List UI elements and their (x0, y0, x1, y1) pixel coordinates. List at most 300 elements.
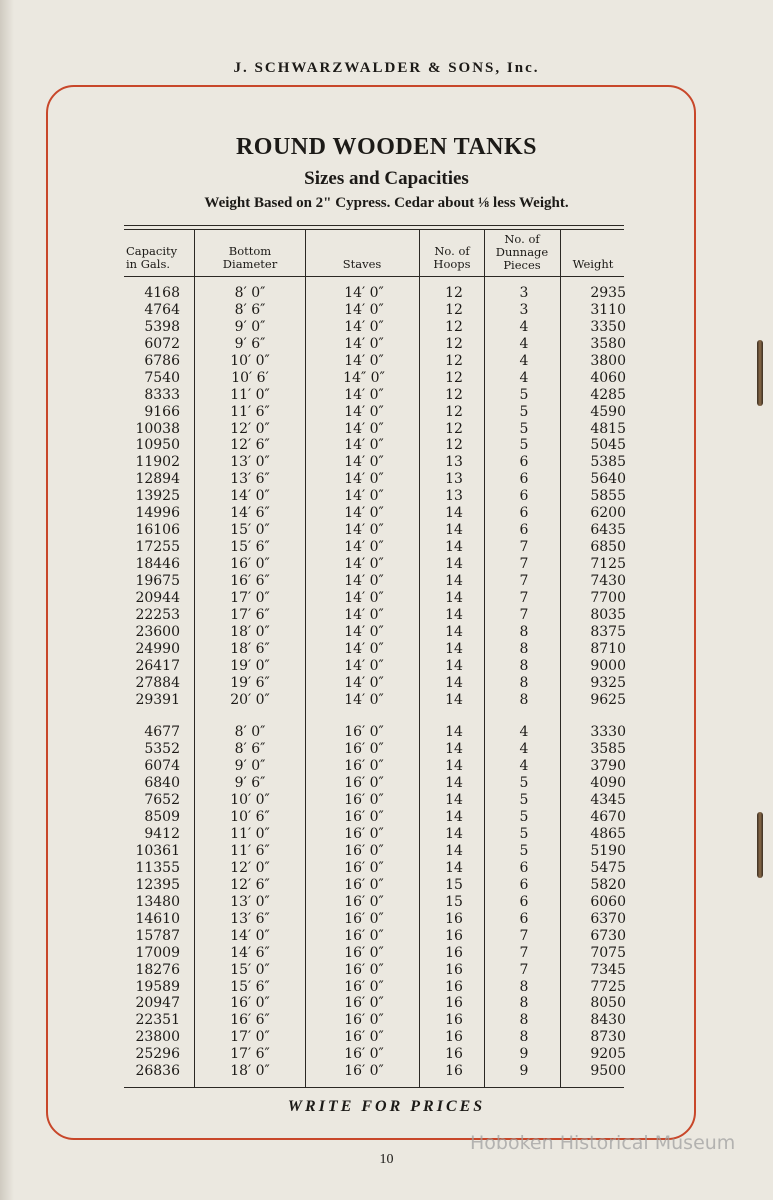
diameter-cell: 12′ 0″ (230, 420, 270, 437)
diameter-cell: 18′ 0″ (230, 623, 270, 640)
hoops-cell: 14 (445, 843, 463, 859)
hoops-cell: 14 (445, 657, 463, 674)
table-row (124, 792, 624, 809)
dunnage-cell: 7 (519, 539, 529, 556)
staves-cell: 16′ 0″ (344, 927, 384, 944)
table-row (124, 758, 624, 775)
hoops-cell: 12 (445, 285, 463, 301)
hoops-cell: 16 (445, 978, 463, 995)
dunnage-cell: 6 (519, 505, 529, 522)
diameter-cell: 16′ 6″ (230, 1012, 270, 1029)
header-staves: Staves (342, 257, 382, 271)
table-row (124, 285, 624, 302)
hoops-cell: 14 (445, 691, 463, 708)
dunnage-cell: 8 (519, 978, 529, 995)
dunnage-cell: 6 (519, 488, 529, 505)
staves-cell: 14′ 0″ (344, 488, 384, 505)
capacity-cell: 8509 (144, 809, 180, 826)
museum-watermark: Hoboken Historical Museum (470, 1132, 736, 1154)
diameter-cell: 9′ 0″ (234, 758, 266, 775)
write-for-prices: WRITE FOR PRICES (287, 1098, 486, 1115)
diameter-cell: 15′ 0″ (230, 961, 270, 978)
hoops-cell: 16 (445, 910, 463, 927)
table-row (124, 945, 624, 962)
hoops-cell: 13 (445, 454, 463, 471)
capacity-cell: 11355 (135, 859, 180, 876)
dunnage-cell: 4 (519, 369, 529, 386)
diameter-cell: 17′ 6″ (230, 1046, 270, 1063)
staves-cell: 16′ 0″ (344, 775, 384, 792)
weight-cell: 2935 (590, 285, 626, 301)
header-dunnage: No. of Dunnage Pieces (495, 232, 549, 272)
weight-cell: 9205 (590, 1046, 626, 1063)
table-row (124, 404, 624, 421)
diameter-cell: 13′ 6″ (230, 471, 270, 488)
dunnage-cell: 5 (519, 386, 529, 403)
dunnage-cell: 9 (519, 1046, 529, 1063)
weight-cell: 8710 (590, 640, 626, 657)
diameter-cell: 12′ 6″ (230, 876, 270, 893)
staves-cell: 16′ 0″ (344, 826, 384, 843)
staves-cell: 14′ 0″ (344, 318, 384, 335)
table-row (124, 741, 624, 758)
table-top-rule-2 (124, 229, 624, 230)
diameter-cell: 10′ 6″ (230, 809, 270, 826)
hoops-cell: 12 (445, 403, 463, 420)
weight-cell: 3110 (590, 301, 626, 318)
dunnage-cell: 8 (519, 1029, 529, 1046)
capacity-cell: 11902 (135, 454, 180, 471)
hoops-cell: 14 (445, 809, 463, 826)
capacity-cell: 17009 (135, 944, 180, 961)
capacity-cell: 20947 (135, 995, 180, 1012)
weight-cell: 5045 (590, 437, 626, 454)
page-title: ROUND WOODEN TANKS (235, 134, 538, 160)
diameter-cell: 11′ 6″ (230, 843, 270, 859)
dunnage-cell: 5 (519, 403, 529, 420)
staves-cell: 14′ 0″ (344, 606, 384, 623)
weight-cell: 9325 (590, 674, 626, 691)
capacity-cell: 6840 (144, 775, 180, 792)
capacity-cell: 18446 (135, 556, 180, 572)
hoops-cell: 16 (445, 961, 463, 978)
hoops-cell: 15 (445, 893, 463, 910)
table-row (124, 894, 624, 911)
table-row (124, 353, 624, 370)
capacity-cell: 27884 (135, 674, 180, 691)
table-row (124, 658, 624, 675)
page-subtitle: Sizes and Capacities (304, 168, 469, 189)
hoops-cell: 16 (445, 944, 463, 961)
diameter-cell: 9′ 0″ (234, 318, 266, 335)
table-row (124, 724, 624, 741)
hoops-cell: 14 (445, 572, 463, 589)
hoops-cell: 14 (445, 859, 463, 876)
table-row (124, 387, 624, 404)
dunnage-cell: 8 (519, 674, 529, 691)
staves-cell: 16′ 0″ (344, 741, 384, 758)
table-row (124, 826, 624, 843)
table-row (124, 319, 624, 336)
capacity-cell: 9412 (144, 826, 180, 843)
weight-cell: 4285 (590, 386, 626, 403)
dunnage-cell: 6 (519, 522, 529, 539)
staves-cell: 14′ 0″ (344, 471, 384, 488)
dunnage-cell: 4 (519, 352, 529, 369)
hoops-cell: 14 (445, 741, 463, 758)
diameter-cell: 11′ 0″ (230, 386, 270, 403)
dunnage-cell: 4 (519, 758, 529, 775)
table-row (124, 641, 624, 658)
weight-cell: 4865 (590, 826, 626, 843)
weight-cell: 9000 (590, 657, 626, 674)
capacity-cell: 4168 (144, 285, 180, 301)
hoops-cell: 14 (445, 792, 463, 809)
weight-cell: 4590 (590, 403, 626, 420)
diameter-cell: 14′ 6″ (230, 944, 270, 961)
diameter-cell: 9′ 6″ (234, 335, 266, 352)
weight-cell: 4090 (590, 775, 626, 792)
table-row (124, 962, 624, 979)
diameter-cell: 18′ 0″ (230, 1063, 270, 1080)
binding-staple-top (757, 340, 763, 406)
weight-cell: 4670 (590, 809, 626, 826)
table-row (124, 556, 624, 573)
diameter-cell: 14′ 0″ (230, 488, 270, 505)
table-row (124, 454, 624, 471)
capacity-cell: 22253 (135, 606, 180, 623)
staves-cell: 16′ 0″ (344, 792, 384, 809)
weight-cell: 4815 (590, 420, 626, 437)
capacity-cell: 15787 (135, 927, 180, 944)
diameter-cell: 9′ 6″ (234, 775, 266, 792)
staves-cell: 14′ 0″ (344, 556, 384, 572)
table-top-rule-1 (124, 225, 624, 226)
weight-cell: 5820 (590, 876, 626, 893)
hoops-cell: 12 (445, 335, 463, 352)
diameter-cell: 12′ 0″ (230, 859, 270, 876)
staves-cell: 16′ 0″ (344, 809, 384, 826)
hoops-cell: 12 (445, 301, 463, 318)
header-weight: Weight (572, 257, 614, 271)
staves-cell: 14′ 0″ (344, 403, 384, 420)
dunnage-cell: 6 (519, 910, 529, 927)
weight-cell: 3585 (590, 741, 626, 758)
header-capacity: Capacity in Gals. (126, 244, 178, 271)
staves-cell: 16′ 0″ (344, 978, 384, 995)
table-row (124, 911, 624, 928)
diameter-cell: 17′ 6″ (230, 606, 270, 623)
staves-cell: 16′ 0″ (344, 910, 384, 927)
diameter-cell: 19′ 0″ (230, 657, 270, 674)
table-row (124, 488, 624, 505)
dunnage-cell: 6 (519, 454, 529, 471)
hoops-cell: 15 (445, 876, 463, 893)
capacity-cell: 12894 (135, 471, 180, 488)
staves-cell: 14′ 0″ (344, 691, 384, 708)
capacity-cell: 19675 (135, 572, 180, 589)
dunnage-cell: 4 (519, 335, 529, 352)
staves-cell: 16′ 0″ (344, 893, 384, 910)
capacity-cell: 24990 (135, 640, 180, 657)
capacity-cell: 6074 (144, 758, 180, 775)
table-row (124, 302, 624, 319)
capacity-cell: 26417 (135, 657, 180, 674)
capacity-cell: 13480 (135, 893, 180, 910)
diameter-cell: 18′ 6″ (230, 640, 270, 657)
table-bottom-rule (124, 1087, 624, 1088)
hoops-cell: 14 (445, 589, 463, 606)
dunnage-cell: 5 (519, 437, 529, 454)
table-row (124, 1063, 624, 1080)
weight-cell: 7075 (590, 944, 626, 961)
weight-cell: 8430 (590, 1012, 626, 1029)
staves-cell: 16′ 0″ (344, 944, 384, 961)
hoops-cell: 12 (445, 318, 463, 335)
diameter-cell: 10′ 0″ (230, 792, 270, 809)
hoops-cell: 13 (445, 488, 463, 505)
staves-cell: 14′ 0″ (344, 505, 384, 522)
capacity-cell: 14610 (135, 910, 180, 927)
dunnage-cell: 6 (519, 876, 529, 893)
dunnage-cell: 8 (519, 691, 529, 708)
hoops-cell: 12 (445, 386, 463, 403)
dunnage-cell: 9 (519, 1063, 529, 1080)
diameter-cell: 19′ 6″ (230, 674, 270, 691)
dunnage-cell: 6 (519, 471, 529, 488)
diameter-cell: 20′ 0″ (230, 691, 270, 708)
header-bottom-rule (124, 276, 624, 277)
dunnage-cell: 4 (519, 741, 529, 758)
hoops-cell: 14 (445, 606, 463, 623)
weight-cell: 3350 (590, 318, 626, 335)
weight-cell: 9625 (590, 691, 626, 708)
staves-cell: 16′ 0″ (344, 758, 384, 775)
diameter-cell: 15′ 6″ (230, 539, 270, 556)
hoops-cell: 14 (445, 724, 463, 741)
dunnage-cell: 6 (519, 893, 529, 910)
staves-cell: 14″ 0″ (343, 369, 385, 386)
staves-cell: 14′ 0″ (344, 285, 384, 301)
weight-cell: 6850 (590, 539, 626, 556)
dunnage-cell: 8 (519, 623, 529, 640)
table-row (124, 624, 624, 641)
table-row (124, 336, 624, 353)
weight-cell: 6730 (590, 927, 626, 944)
table-row (124, 775, 624, 792)
diameter-cell: 14′ 6″ (230, 505, 270, 522)
weight-cell: 6060 (590, 893, 626, 910)
header-bottom-diameter: Bottom Diameter (222, 244, 278, 271)
table-row (124, 573, 624, 590)
company-header: J. SCHWARZWALDER & SONS, Inc. (233, 60, 540, 76)
capacity-cell: 29391 (135, 691, 180, 708)
staves-cell: 14′ 0″ (344, 352, 384, 369)
table-row (124, 1029, 624, 1046)
dunnage-cell: 4 (519, 724, 529, 741)
capacity-cell: 18276 (135, 961, 180, 978)
table-row (124, 979, 624, 996)
group-spacer (124, 708, 624, 724)
weight-cell: 7345 (590, 961, 626, 978)
capacity-cell: 14996 (135, 505, 180, 522)
diameter-cell: 8′ 0″ (234, 724, 266, 741)
weight-cell: 5385 (590, 454, 626, 471)
diameter-cell: 13′ 0″ (230, 454, 270, 471)
hoops-cell: 12 (445, 420, 463, 437)
diameter-cell: 13′ 0″ (230, 893, 270, 910)
dunnage-cell: 7 (519, 961, 529, 978)
weight-cell: 7125 (590, 556, 626, 572)
staves-cell: 14′ 0″ (344, 589, 384, 606)
capacity-cell: 20944 (135, 589, 180, 606)
diameter-cell: 11′ 0″ (230, 826, 270, 843)
staves-cell: 14′ 0″ (344, 539, 384, 556)
table-row (124, 809, 624, 826)
capacity-cell: 26836 (135, 1063, 180, 1080)
capacity-cell: 23600 (135, 623, 180, 640)
weight-cell: 6435 (590, 522, 626, 539)
staves-cell: 14′ 0″ (344, 572, 384, 589)
dunnage-cell: 3 (519, 301, 529, 318)
hoops-cell: 14 (445, 775, 463, 792)
dunnage-cell: 8 (519, 995, 529, 1012)
table-row (124, 505, 624, 522)
table-row (124, 437, 624, 454)
dunnage-cell: 7 (519, 556, 529, 572)
dunnage-cell: 5 (519, 826, 529, 843)
diameter-cell: 15′ 0″ (230, 522, 270, 539)
capacity-cell: 19589 (135, 978, 180, 995)
hoops-cell: 14 (445, 640, 463, 657)
capacity-cell: 10038 (135, 420, 180, 437)
diameter-cell: 17′ 0″ (230, 589, 270, 606)
capacity-cell: 6786 (144, 352, 180, 369)
staves-cell: 16′ 0″ (344, 859, 384, 876)
capacity-cell: 9166 (144, 403, 180, 420)
capacity-cell: 12395 (135, 876, 180, 893)
staves-cell: 14′ 0″ (344, 454, 384, 471)
staves-cell: 16′ 0″ (344, 843, 384, 859)
weight-cell: 5190 (590, 843, 626, 859)
diameter-cell: 10′ 0″ (230, 352, 270, 369)
diameter-cell: 15′ 6″ (230, 978, 270, 995)
capacity-cell: 6072 (144, 335, 180, 352)
dunnage-cell: 7 (519, 572, 529, 589)
dunnage-cell: 5 (519, 420, 529, 437)
capacity-cell: 22351 (135, 1012, 180, 1029)
dunnage-cell: 5 (519, 809, 529, 826)
tank-table-body (124, 285, 624, 1080)
table-row (124, 590, 624, 607)
staves-cell: 14′ 0″ (344, 674, 384, 691)
capacity-cell: 5352 (144, 741, 180, 758)
weight-cell: 8730 (590, 1029, 626, 1046)
diameter-cell: 14′ 0″ (230, 927, 270, 944)
diameter-cell: 11′ 6″ (230, 403, 270, 420)
dunnage-cell: 8 (519, 657, 529, 674)
capacity-cell: 4677 (144, 724, 180, 741)
hoops-cell: 14 (445, 826, 463, 843)
table-row (124, 928, 624, 945)
capacity-cell: 16106 (135, 522, 180, 539)
hoops-cell: 14 (445, 539, 463, 556)
weight-cell: 7430 (590, 572, 626, 589)
table-row (124, 860, 624, 877)
table-row (124, 522, 624, 539)
weight-cell: 4060 (590, 369, 626, 386)
hoops-cell: 12 (445, 369, 463, 386)
dunnage-cell: 4 (519, 318, 529, 335)
diameter-cell: 12′ 6″ (230, 437, 270, 454)
weight-cell: 8035 (590, 606, 626, 623)
staves-cell: 14′ 0″ (344, 420, 384, 437)
capacity-cell: 5398 (144, 318, 180, 335)
table-row (124, 539, 624, 556)
capacity-cell: 8333 (144, 386, 180, 403)
table-row (124, 370, 624, 387)
weight-cell: 3580 (590, 335, 626, 352)
table-row (124, 843, 624, 860)
staves-cell: 16′ 0″ (344, 961, 384, 978)
weight-cell: 5475 (590, 859, 626, 876)
capacity-cell: 10950 (135, 437, 180, 454)
dunnage-cell: 5 (519, 792, 529, 809)
capacity-cell: 17255 (135, 539, 180, 556)
hoops-cell: 14 (445, 522, 463, 539)
weight-cell: 3800 (590, 352, 626, 369)
weight-cell: 9500 (590, 1063, 626, 1080)
dunnage-cell: 5 (519, 843, 529, 859)
staves-cell: 16′ 0″ (344, 1063, 384, 1080)
hoops-cell: 12 (445, 437, 463, 454)
dunnage-cell: 7 (519, 589, 529, 606)
staves-cell: 14′ 0″ (344, 657, 384, 674)
diameter-cell: 10′ 6′ (231, 369, 269, 386)
weight-cell: 6370 (590, 910, 626, 927)
staves-cell: 16′ 0″ (344, 876, 384, 893)
weight-cell: 7700 (590, 589, 626, 606)
dunnage-cell: 7 (519, 606, 529, 623)
weight-cell: 3790 (590, 758, 626, 775)
hoops-cell: 14 (445, 556, 463, 572)
staves-cell: 14′ 0″ (344, 301, 384, 318)
diameter-cell: 16′ 0″ (230, 556, 270, 572)
staves-cell: 14′ 0″ (344, 640, 384, 657)
capacity-cell: 4764 (144, 301, 180, 318)
staves-cell: 14′ 0″ (344, 623, 384, 640)
weight-cell: 8050 (590, 995, 626, 1012)
dunnage-cell: 8 (519, 1012, 529, 1029)
page-number: 10 (379, 1152, 394, 1167)
dunnage-cell: 3 (519, 285, 529, 301)
staves-cell: 16′ 0″ (344, 724, 384, 741)
staves-cell: 16′ 0″ (344, 1029, 384, 1046)
hoops-cell: 13 (445, 471, 463, 488)
hoops-cell: 14 (445, 674, 463, 691)
dunnage-cell: 8 (519, 640, 529, 657)
dunnage-cell: 6 (519, 859, 529, 876)
staves-cell: 16′ 0″ (344, 1012, 384, 1029)
table-row (124, 692, 624, 709)
table-row (124, 877, 624, 894)
capacity-cell: 10361 (135, 843, 180, 859)
dunnage-cell: 5 (519, 775, 529, 792)
dunnage-cell: 7 (519, 927, 529, 944)
staves-cell: 16′ 0″ (344, 995, 384, 1012)
table-row (124, 1046, 624, 1063)
staves-cell: 14′ 0″ (344, 522, 384, 539)
